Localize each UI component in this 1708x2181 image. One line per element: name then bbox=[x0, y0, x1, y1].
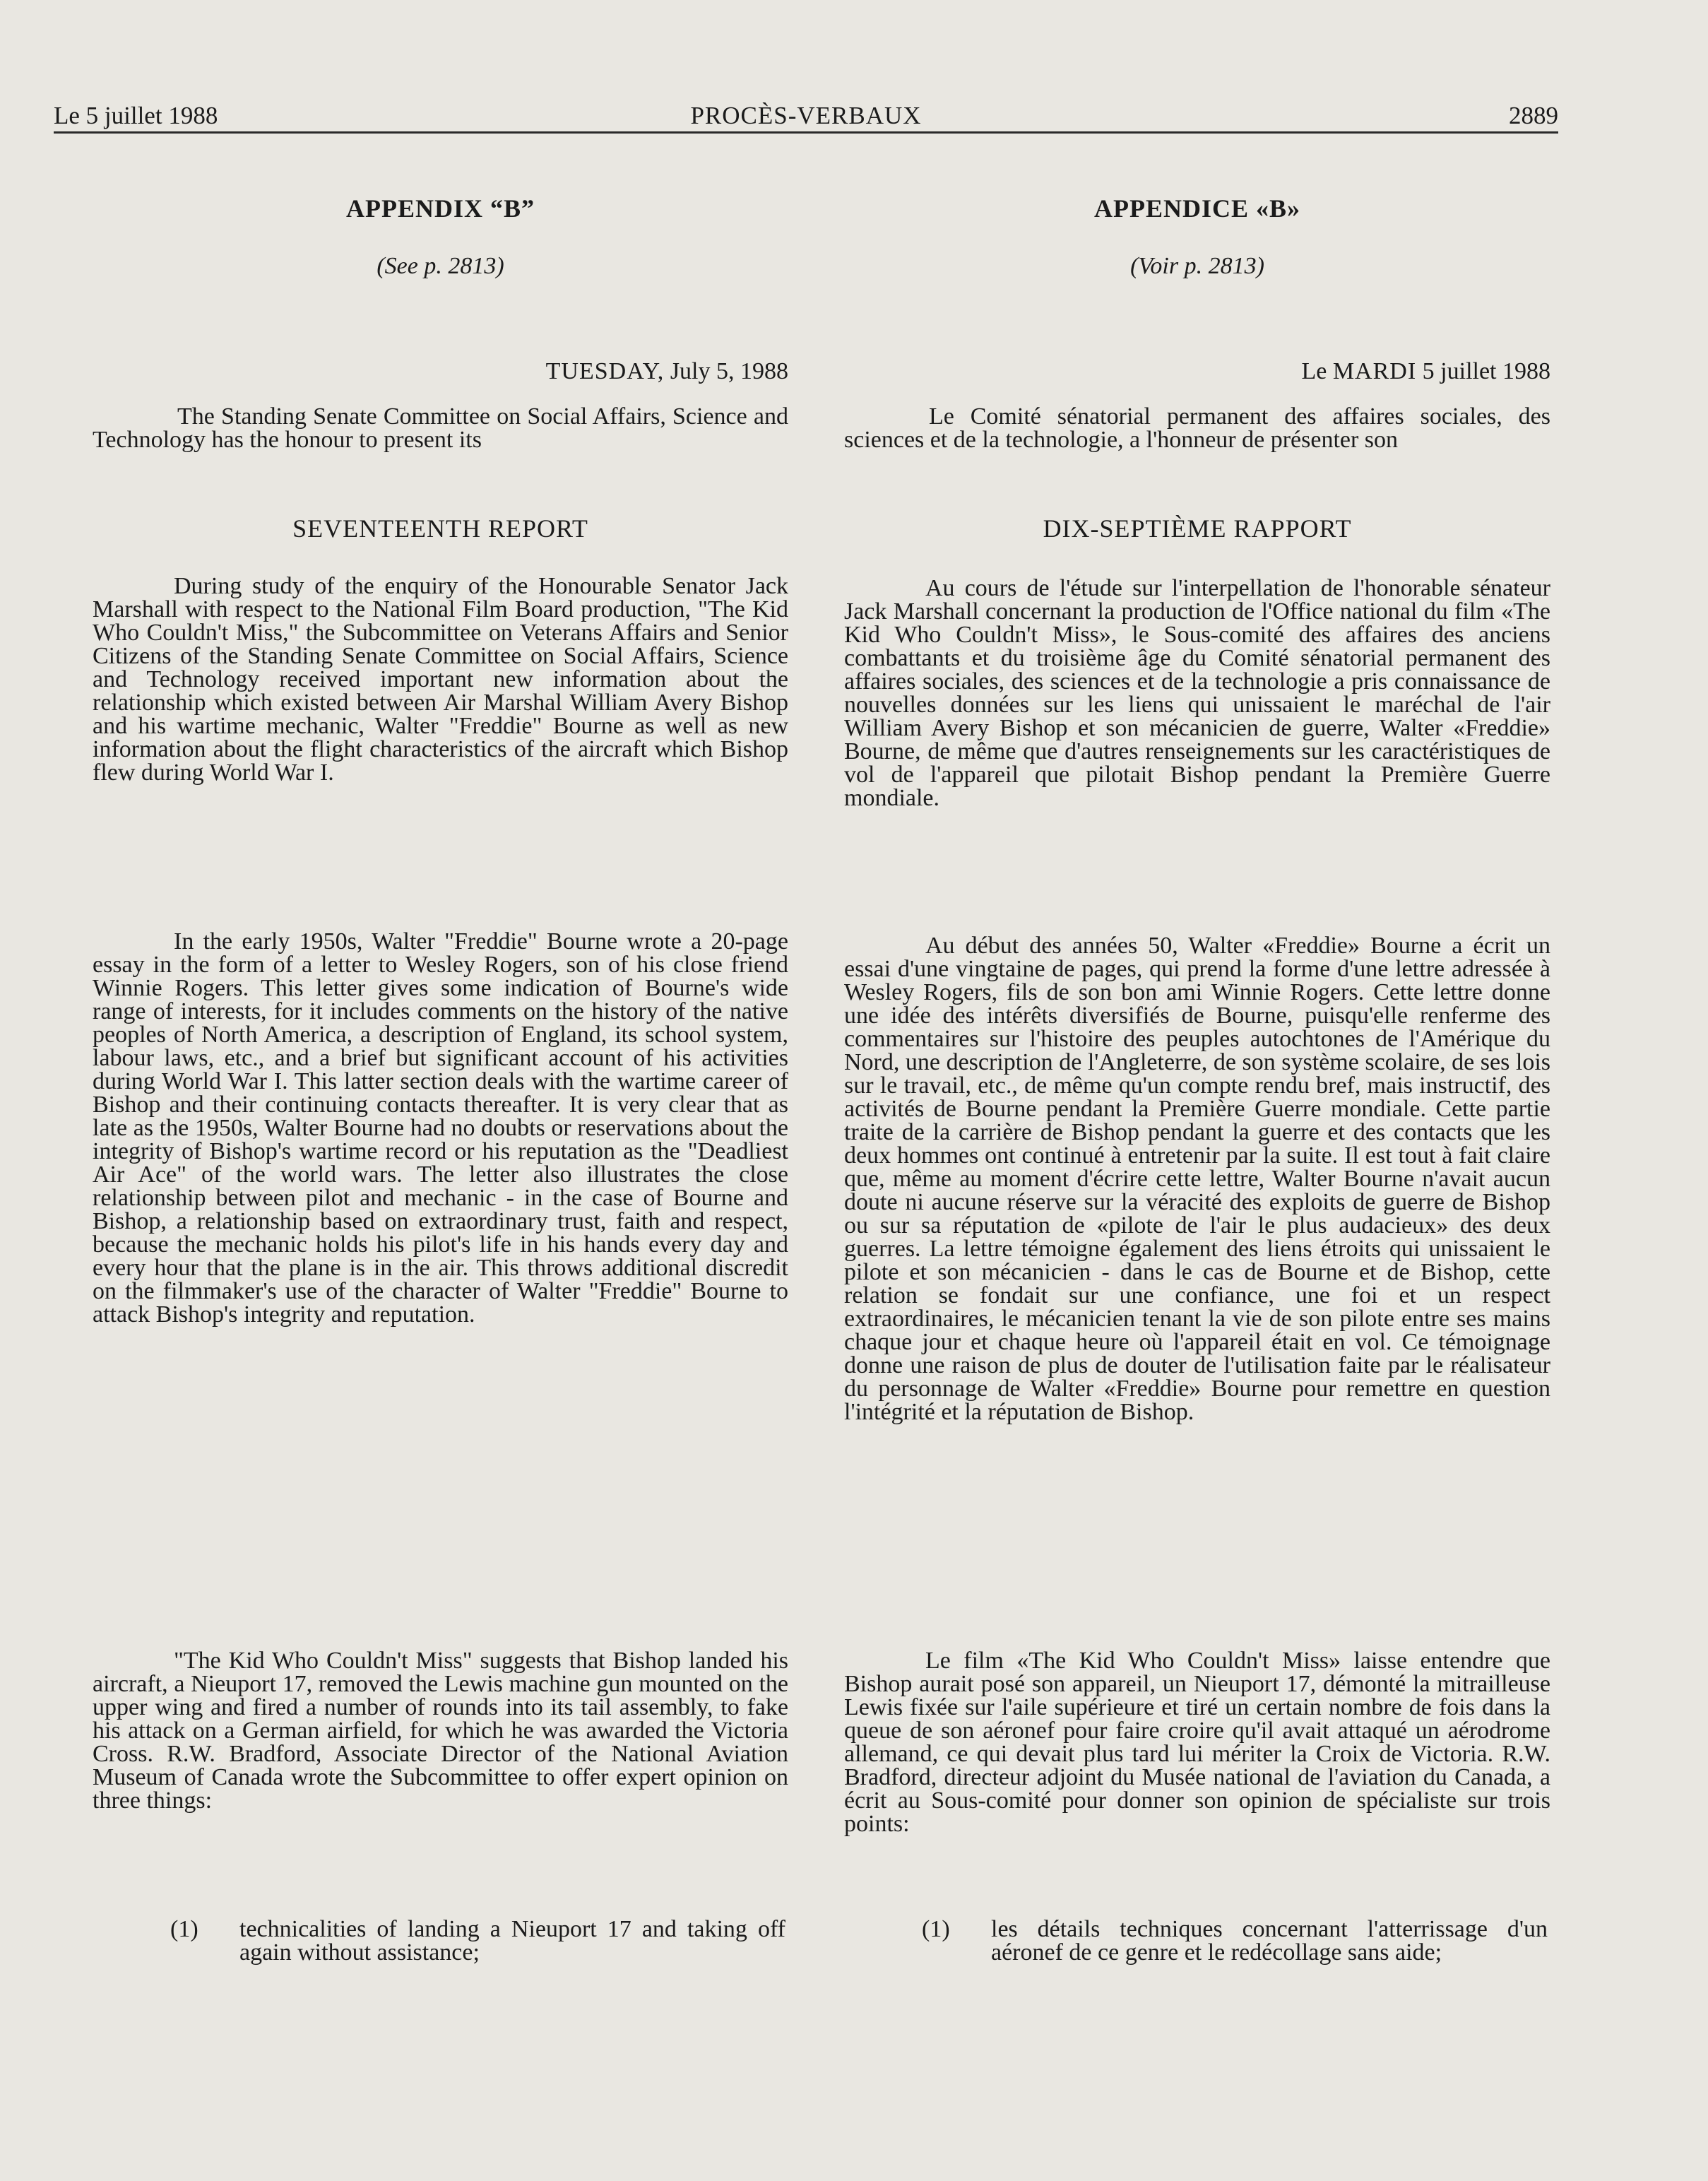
list-item-1-fr: (1) les détails techniques concernant l'atterrissage d'un aéronef de ce genre et le redécollage sans aide; bbox=[922, 1916, 1548, 1966]
appendix-title-fr: APPENDICE «B» bbox=[1093, 194, 1301, 223]
header-rule bbox=[54, 131, 1558, 134]
paragraph-1-fr: Au cours de l'étude sur l'interpellation de l'honorable sénateur Jack Marshall concernant la production de l'Office national du film «The Kid Who Couldn't Miss», le Sous-comité des affaires des anciens combattants et du troisième âge du Comité sénatorial permanent des affaires sociales, des sciences et de la technologie a pris connaissance de nouvelles données sur les liens qui unissaient le maréchal de l'air William Avery Bishop et son mécanicien de guerre, Walter «Freddie» Bourne, de même que d'autres renseignements sur les caractéristiques de vol de l'appareil que pilotait Bishop pendant la Première Guerre mondiale. bbox=[844, 575, 1550, 811]
appendix-title: APPENDIX “B” bbox=[345, 194, 535, 223]
intro-paragraph-fr: Le Comité sénatorial permanent des affaires sociales, des sciences et de la technologie, a l'honneur de présenter son bbox=[844, 403, 1550, 453]
paragraph-3-fr: Le film «The Kid Who Couldn't Miss» laisse entendre que Bishop aurait posé son appareil, un Nieuport 17, démonté la mitrailleuse Lewis fixée sur l'aile supérieure et tiré un certain nombre de fois dans la queue de son aéronef pour faire croire qu'il avait attaqué un aérodrome allemand, ce qui devait plus tard lui mériter la Croix de Victoria. R.W. Bradford, directeur adjoint du Musée national de l'aviation du Canada, a écrit au Sous-comité pour donner son opinion de spécialiste sur trois points: bbox=[844, 1648, 1550, 1837]
report-title-fr: DIX-SEPTIÈME RAPPORT bbox=[1043, 514, 1352, 543]
list-item-1: (1) technicalities of landing a Nieuport 17 and taking off again without assistance; bbox=[170, 1916, 785, 1966]
running-header bbox=[54, 100, 1558, 131]
header-title: PROCÈS-VERBAUX bbox=[690, 102, 922, 129]
page-reference-fr: (Voir p. 2813) bbox=[1130, 253, 1264, 279]
report-title: SEVENTEENTH REPORT bbox=[292, 514, 588, 543]
report-date: TUESDAY, July 5, 1988 bbox=[545, 358, 788, 384]
paragraph-3: "The Kid Who Couldn't Miss" suggests that Bishop landed his aircraft, a Nieuport 17, removed the Lewis machine gun mounted on the upper wing and fired a number of rounds into its tail assembly, to fake his attack on a German airfield, for which he was awarded the Victoria Cross. R.W. Bradford, Associate Director of the National Aviation Museum of Canada wrote the Subcommittee to offer expert opinion on three things: bbox=[93, 1648, 788, 1814]
paragraph-1: During study of the enquiry of the Honourable Senator Jack Marshall with respect to the National Film Board production, "The Kid Who Couldn't Miss," the Subcommittee on Veterans Affairs and Senior Citizens of the Standing Senate Committee on Social Affairs, Science and Technology received important new information about the relationship which existed between Air Marshal William Avery Bishop and his wartime mechanic, Walter "Freddie" Bourne as well as new information about the flight characteristics of the aircraft which Bishop flew during World War I. bbox=[93, 573, 788, 786]
paragraph-2: In the early 1950s, Walter "Freddie" Bourne wrote a 20-page essay in the form of a letter to Wesley Rogers, son of his close friend Winnie Rogers. This letter gives some indication of Bourne's wide range of interests, for it includes comments on the history of the native peoples of North America, a description of England, its school system, labour laws, etc., and a brief but significant account of his activities during World War I. This latter section deals with the wartime career of Bishop and their continuing contacts thereafter. It is very clear that as late as the 1950s, Walter Bourne had no doubts or reservations about the integrity of Bishop's wartime record or his reputation as the "Deadliest Air Ace" of the world wars. The letter also illustrates the close relationship between pilot and mechanic - in the case of Bourne and Bishop, a relationship based on extraordinary trust, faith and respect, because the mechanic holds his pilot's life in his hands every day and every hour that the plane is in the air. This throws additional discredit on the filmmaker's use of the character of Walter "Freddie" Bourne to attack Bishop's integrity and reputation. bbox=[93, 928, 788, 1328]
page-number: 2889 bbox=[1509, 102, 1558, 129]
intro-paragraph: The Standing Senate Committee on Social Affairs, Science and Technology has the honour to present its bbox=[93, 403, 788, 453]
report-date-fr: Le MARDI 5 juillet 1988 bbox=[1301, 358, 1550, 384]
page-reference: (See p. 2813) bbox=[376, 253, 504, 279]
paragraph-2-fr: Au début des années 50, Walter «Freddie» Bourne a écrit un essai d'une vingtaine de pages, qui prend la forme d'une lettre adressée à Wesley Rogers, fils de son bon ami Winnie Rogers. Cette lettre donne une idée des intérêts diversifiés de Bourne, puisqu'elle renferme des commentaires sur l'histoire des peuples autochtones de l'Amérique du Nord, une description de l'Angleterre, de son système scolaire, de ses lois sur le travail, etc., de même qu'un compte rendu bref, mais instructif, des activités de Bourne pendant la Première Guerre mondiale. Cette partie traite de la carrière de Bishop pendant la guerre et des contacts que les deux hommes ont continué à entretenir par la suite. Il est tout à fait claire que, même au moment d'écrire cette lettre, Walter Bourne n'avait aucun doute ni aucune réserve sur la véracité des exploits de guerre de Bishop ou sur sa réputation de «pilote de l'air le plus audacieux» des deux guerres. La lettre témoigne également des liens étroits qui unissaient le pilote et son mécanicien - dans le cas de Bourne et de Bishop, cette relation se fondait sur une confiance, une foi et un respect extraordinaires, le mécanicien tenant la vie de son pilote entre ses mains chaque jour et chaque heure où l'appareil était en vol. Ce témoignage donne une raison de plus de douter de l'utilisation faite par le réalisateur du personnage de Walter «Freddie» Bourne pour remettre en question l'intégrité et la réputation de Bishop. bbox=[844, 933, 1550, 1425]
header-date: Le 5 juillet 1988 bbox=[54, 102, 218, 129]
